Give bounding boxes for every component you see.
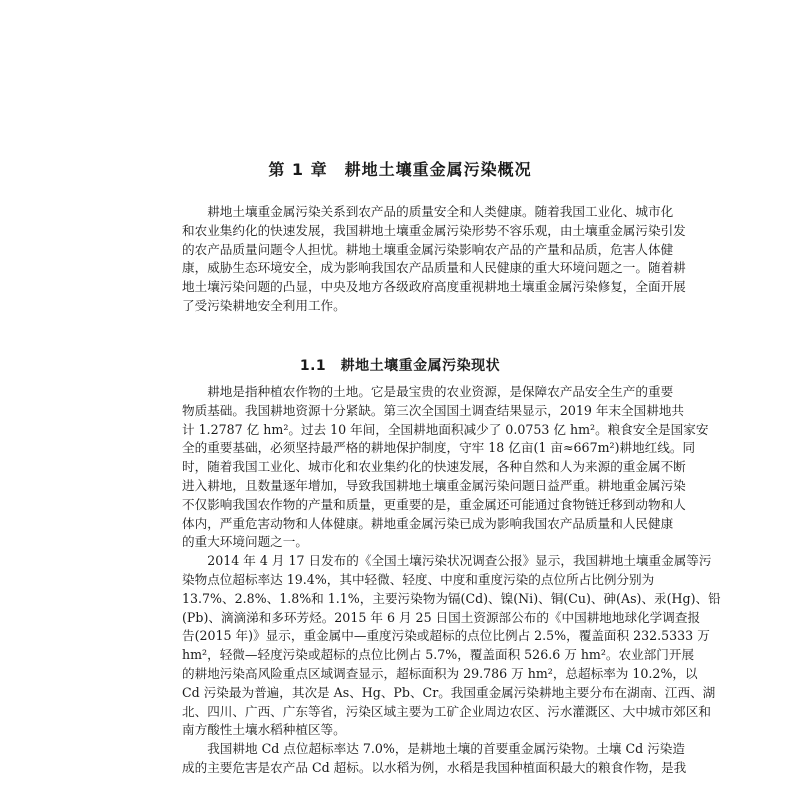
text-line: 13.7%、2.8%、1.8%和 1.1%，主要污染物为镉(Cd)、镍(Ni)、铜(Cu)、砷(As)、汞(Hg)、铅 bbox=[182, 590, 721, 606]
paragraph bbox=[182, 740, 687, 778]
text-line: 的重大环境问题之一。 bbox=[182, 534, 308, 550]
text-line: (Pb)、滴滴涕和多环芳烃。2015 年 6 月 25 日国土资源部公布的《中国耕地地球化学调查报 bbox=[182, 609, 701, 625]
text-line: 2014 年 4 月 17 日发布的《全国土壤污染状况调查公报》显示，我国耕地土壤重金属等污 bbox=[182, 553, 712, 569]
text-line: Cd 污染最为普遍，其次是 As、Hg、Pb、Cr。我国重金属污染耕地主要分布在湖南、江西、湖 bbox=[182, 684, 716, 700]
text-line: 进入耕地，且数量逐年增加，导致我国耕地土壤重金属污染问题日益严重。耕地重金属污染 bbox=[182, 477, 686, 493]
text-line: 和农业集约化的快速发展，我国耕地土壤重金属污染形势不容乐观，由土壤重金属污染引发 bbox=[182, 222, 686, 238]
paragraph bbox=[182, 203, 686, 316]
text-line: 全的重要基础，必须坚持最严格的耕地保护制度，守牢 18 亿亩(1 亩≈667m²)耕地红线。同 bbox=[182, 440, 696, 456]
text-line: 我国耕地 Cd 点位超标率达 7.0%，是耕地土壤的首要重金属污染物。土壤 Cd 污染造 bbox=[182, 741, 685, 757]
section-title: 1.1 耕地土壤重金属污染现状 bbox=[299, 357, 501, 374]
text-line: 物质基础。我国耕地资源十分紧缺。第三次全国国土调查结果显示，2019 年末全国耕地共 bbox=[182, 402, 685, 418]
text-line: 体内，严重危害动物和人体健康。耕地重金属污染已成为影响我国农产品质量和人民健康 bbox=[182, 515, 674, 531]
text-line: 时，随着我国工业化、城市化和农业集约化的快速发展，各种自然和人为来源的重金属不断 bbox=[182, 459, 686, 475]
text-line: 成的主要危害是农产品 Cd 超标。以水稻为例，水稻是我国种植面积最大的粮食作物，是我 bbox=[182, 759, 687, 775]
paragraph bbox=[182, 552, 721, 740]
intro-text bbox=[182, 203, 686, 316]
text-line: 耕地是指种植农作物的土地。它是最宝贵的农业资源，是保障农产品安全生产的重要 bbox=[182, 384, 674, 399]
text-line: 耕地土壤重金属污染关系到农产品的质量安全和人类健康。随着我国工业化、城市化 bbox=[182, 204, 674, 219]
text-line: 地土壤污染问题的凸显，中央及地方各级政府高度重视耕地土壤重金属污染修复，全面开展 bbox=[182, 279, 686, 295]
text-line: 北、四川、广西、广东等省，污染区域主要为工矿企业周边农区、污水灌溉区、大中城市郊区和 bbox=[182, 703, 711, 719]
paragraph bbox=[182, 383, 709, 552]
text-line: 染物点位超标率达 19.4%，其中轻微、轻度、中度和重度污染的点位所占比例分别为 bbox=[182, 571, 655, 587]
text-line: 不仅影响我国农作物的产量和质量，更重要的是，重金属还可能通过食物链迁移到动物和人 bbox=[182, 496, 686, 512]
section-body bbox=[182, 383, 721, 778]
text-line: 计 1.2787 亿 hm²。过去 10 年间，全国耕地面积减少了 0.0753 亿 hm²。粮食安全是国家安 bbox=[182, 421, 709, 437]
chapter-title: 第 1 章 耕地土壤重金属污染概况 bbox=[268, 159, 532, 179]
text-line: 的农产品质量问题令人担忧。耕地土壤重金属污染影响农产品的产量和品质，危害人体健 bbox=[182, 241, 674, 257]
text-line: 南方酸性土壤水稻种植区等。 bbox=[182, 722, 346, 738]
text-line: 了受污染耕地安全利用工作。 bbox=[182, 297, 346, 313]
text-line: 告(2015 年)》显示，重金属中—重度污染或超标的点位比例占 2.5%，覆盖面积 232.5333 万 bbox=[182, 628, 710, 644]
text-line: hm²，轻微—轻度污染或超标的点位比例占 5.7%，覆盖面积 526.6 万 hm²。农业部门开展 bbox=[182, 647, 695, 663]
text-line: 康，威胁生态环境安全，成为影响我国农产品质量和人民健康的重大环境问题之一。随着耕 bbox=[182, 260, 686, 276]
text-line: 的耕地污染高风险重点区域调查显示，超标面积为 29.786 万 hm²，总超标率为 10.2%，以 bbox=[182, 665, 698, 681]
